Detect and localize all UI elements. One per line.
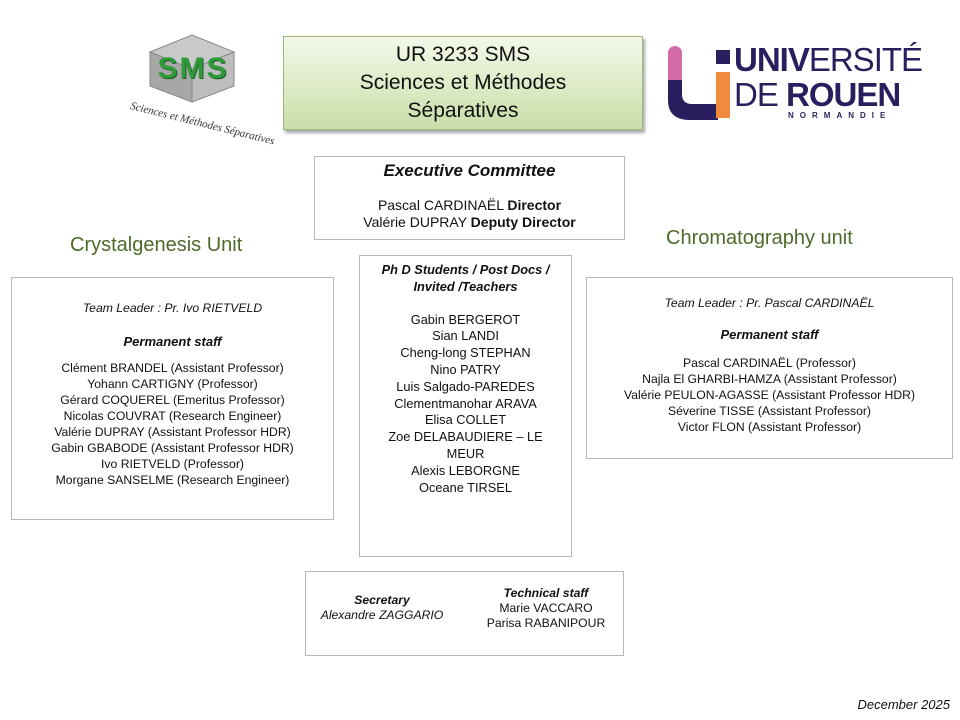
sms-logo-letters: SMS bbox=[157, 52, 229, 85]
chromatography-unit-title: Chromatography unit bbox=[666, 227, 853, 249]
staff-member: Victor FLON (Assistant Professor) bbox=[677, 420, 862, 434]
crystalgenesis-team-leader: Team Leader : Pr. Ivo RIETVELD bbox=[82, 301, 263, 315]
staff-member: Gabin GBABODE (Assistant Professor HDR) bbox=[51, 441, 294, 455]
staff-member: Najla El GHARBI-HAMZA (Assistant Professor) bbox=[642, 372, 897, 386]
technical-staff-section bbox=[474, 586, 618, 631]
staff-member: Séverine TISSE (Assistant Professor) bbox=[668, 404, 871, 418]
secretary-heading: Secretary bbox=[354, 593, 410, 607]
staff-member: Pascal CARDINAËL (Professor) bbox=[683, 356, 856, 370]
executive-committee-box bbox=[314, 156, 625, 240]
crystalgenesis-staff-box bbox=[11, 277, 334, 520]
phd-members-list bbox=[360, 312, 571, 497]
sms-logo bbox=[129, 30, 276, 148]
technical-staff-member: Parisa RABANIPOUR bbox=[486, 616, 606, 630]
phd-member: Nino PATRY bbox=[430, 361, 501, 377]
lab-name-line1: Sciences et Méthodes bbox=[359, 71, 567, 94]
universite-line3: NORMANDIE bbox=[788, 111, 892, 120]
staff-member: Valérie DUPRAY (Assistant Professor HDR) bbox=[54, 425, 291, 439]
sms-logo-caption: Sciences et Méthodes Séparatives bbox=[129, 100, 276, 148]
phd-member: Luis Salgado-PAREDES bbox=[396, 378, 535, 394]
executive-member: Pascal CARDINAËL Director bbox=[377, 197, 562, 213]
footer-date: December 2025 bbox=[857, 697, 950, 712]
staff-member: Gérard COQUEREL (Emeritus Professor) bbox=[60, 393, 285, 407]
chromatography-team-leader: Team Leader : Pr. Pascal CARDINAËL bbox=[664, 296, 875, 310]
universite-u-icon bbox=[668, 46, 730, 120]
executive-committee-heading: Executive Committee bbox=[383, 161, 556, 180]
staff-member: Yohann CARTIGNY (Professor) bbox=[87, 377, 258, 391]
secretary-name: Alexandre ZAGGARIO bbox=[320, 608, 444, 622]
phd-member: Elisa COLLET bbox=[424, 412, 507, 428]
secretary-section bbox=[312, 593, 452, 623]
phd-students-box bbox=[359, 255, 572, 557]
phd-member: Oceane TIRSEL bbox=[419, 479, 512, 495]
phd-member: Gabin BERGEROT bbox=[410, 311, 521, 327]
staff-member: Valérie PEULON-AGASSE (Assistant Professor HDR) bbox=[624, 388, 915, 402]
executive-member: Valérie DUPRAY Deputy Director bbox=[363, 214, 576, 230]
staff-member: Clément BRANDEL (Assistant Professor) bbox=[61, 361, 284, 375]
phd-member: Sian LANDI bbox=[432, 328, 499, 344]
staff-member: Nicolas COUVRAT (Research Engineer) bbox=[63, 409, 282, 423]
crystalgenesis-staff-heading: Permanent staff bbox=[123, 334, 222, 349]
crystalgenesis-staff-list bbox=[12, 360, 333, 488]
phd-member: MEUR bbox=[446, 445, 485, 461]
phd-member: Cheng-long STEPHAN bbox=[400, 345, 531, 361]
universite-line2: DE ROUEN bbox=[734, 76, 901, 113]
crystalgenesis-unit-title: Crystalgenesis Unit bbox=[70, 234, 243, 256]
support-staff-box bbox=[305, 571, 624, 656]
chromatography-staff-list bbox=[587, 355, 952, 435]
staff-member: Ivo RIETVELD (Professor) bbox=[101, 457, 244, 471]
technical-staff-member: Marie VACCARO bbox=[499, 601, 593, 615]
lab-title-box bbox=[283, 36, 643, 130]
lab-name-line2: Séparatives bbox=[407, 99, 519, 122]
universite-rouen-logo bbox=[668, 41, 923, 122]
lab-code: UR 3233 SMS bbox=[395, 43, 531, 66]
universite-line1: UNIVERSITÉ bbox=[734, 41, 923, 78]
staff-member: Morgane SANSELME (Research Engineer) bbox=[55, 473, 290, 487]
chromatography-staff-heading: Permanent staff bbox=[720, 327, 819, 342]
technical-staff-heading: Technical staff bbox=[503, 586, 589, 600]
phd-member: Clementmanohar ARAVA bbox=[394, 395, 537, 411]
chromatography-staff-box bbox=[586, 277, 953, 459]
phd-member: Alexis LEBORGNE bbox=[411, 462, 520, 478]
phd-member: Zoe DELABAUDIERE – LE bbox=[388, 429, 543, 445]
phd-heading: Ph D Students / Post Docs / Invited /Teachers bbox=[381, 262, 550, 294]
